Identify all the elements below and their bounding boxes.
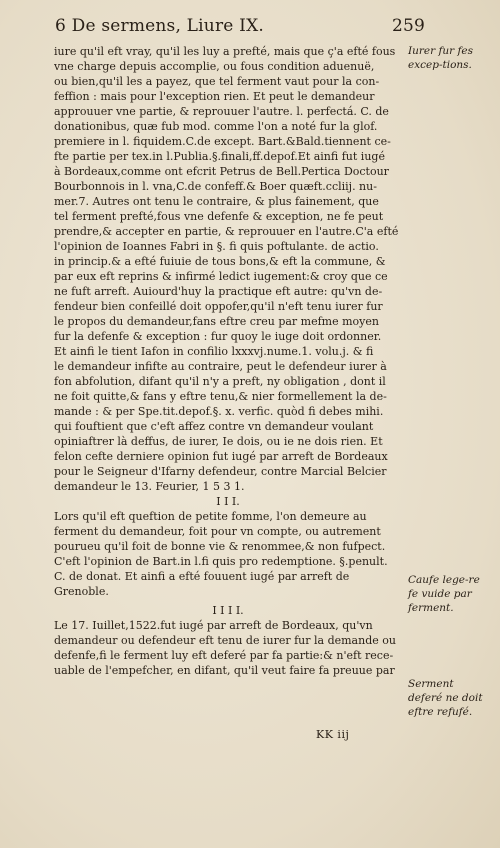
text-line: fte partie per tex.in l.Publia.§.finali,ff.depof.Et ainfi fut iugé: [54, 150, 385, 163]
text-line: Bourbonnois in l. vna,C.de confeff.& Boer quæft.ccliij. nu-: [54, 180, 377, 193]
section-heading-4: I I I I.: [212, 604, 244, 617]
text-line: donationibus, quæ fub mod. comme l'on a noté fur la glof.: [54, 120, 378, 133]
text-line: vne charge depuis accomplie, ou fous condition aduenuë,: [54, 60, 375, 73]
section-heading-3: I I I.: [216, 495, 240, 508]
paragraph-continued: [54, 44, 402, 494]
text-line: ou bien,qu'il les a payez, que tel ferment vaut pour la con-: [54, 75, 380, 88]
text-line: prendre,& accepter en partie, & reprouuer en l'autre.C'a efté: [54, 225, 399, 238]
margin-note-3: Serment deferé ne doit eftre refufé.: [408, 678, 483, 718]
text-line: fur la defenfe & exception : fur quoy le iuge doit ordonner.: [54, 330, 382, 343]
text-line: in princip.& a efté fuiuie de tous bons,& eft la commune, &: [54, 255, 386, 268]
text-line: fon abfolution, difant qu'il n'y a preft, ny obligation , dont il: [54, 375, 386, 388]
text-line: ne foit quitte,& fans y eftre tenu,& nier formellement la de-: [54, 390, 387, 403]
text-line: fendeur bien confeillé doit oppofer,qu'il n'eft tenu iurer fur: [54, 300, 383, 313]
text-line: pour le Seigneur d'Ifarny defendeur, contre Marcial Belcier: [54, 465, 387, 478]
text-line: opiniaftrer là deffus, de iurer, Ie dois, ou ie ne dois rien. Et: [54, 435, 383, 448]
text-line: à Bordeaux,comme ont efcrit Petrus de Bell.Pertica Doctour: [54, 165, 389, 178]
text-line: C. de donat. Et ainfi a efté fouuent iugé par arreft de: [54, 570, 350, 583]
text-line: uable de l'empefcher, en difant, qu'il veut faire fa preuue par: [54, 664, 395, 677]
text-line: demandeur ou defendeur eft tenu de iurer fur la demande ou: [54, 634, 396, 647]
text-line: felon cefte derniere opinion fut iugé par arreft de Bordeaux: [54, 450, 388, 463]
text-line: feffion : mais pour l'exception rien. Et peut le demandeur: [54, 90, 375, 103]
text-line: demandeur le 13. Feurier, 1 5 3 1.: [54, 480, 245, 493]
margin-note-2: Caufe lege-re fe vuide par ferment.: [408, 574, 480, 614]
text-line: Lors qu'il eft queftion de petite fomme, l'on demeure au: [54, 510, 367, 523]
text-line: l'opinion de Ioannes Fabri in §. fi quis poftulante. de actio.: [54, 240, 379, 253]
text-line: C'eft l'opinion de Bart.in l.fi quis pro redemptione. §.penult.: [54, 555, 388, 568]
text-line: defenfe,fi le ferment luy eft deferé par fa partie:& n'eft rece-: [54, 649, 394, 662]
text-line: le propos du demandeur,fans eftre creu par mefme moyen: [54, 315, 379, 328]
main-text: [54, 44, 402, 678]
text-line: premiere in l. fiquidem.C.de except. Bart.&Bald.tiennent ce-: [54, 135, 391, 148]
text-line: par eux eft reprins & infirmé ledict iugement:& croy que ce: [54, 270, 388, 283]
text-line: iure qu'il eft vray, qu'il les luy a prefté, mais que ç'a efté fous: [54, 45, 396, 58]
text-line: ferment du demandeur, foit pour vn compte, ou autrement: [54, 525, 381, 538]
text-line: tel ferment prefté,fous vne defenfe & exception, ne fe peut: [54, 210, 384, 223]
margin-note-1: Iurer fur fes excep-tions.: [408, 45, 473, 71]
text-line: qui fouftient que c'eft affez contre vn demandeur voulant: [54, 420, 374, 433]
running-header: [55, 16, 425, 40]
header-title: 6 De sermens, Liure IX.: [55, 16, 264, 36]
text-line: Grenoble.: [54, 585, 109, 598]
paragraph-section-4: [54, 618, 402, 678]
paragraph-section-3: [54, 509, 402, 599]
text-line: pourueu qu'il foit de bonne vie & renommee,& non fufpect.: [54, 540, 386, 553]
text-line: mer.7. Autres ont tenu le contraire, & plus fainement, que: [54, 195, 379, 208]
text-line: Le 17. Iuillet,1522.fut iugé par arreft de Bordeaux, qu'vn: [54, 619, 373, 632]
text-line: Et ainfi le tient Iafon in confilio lxxxvj.nume.1. volu.j. & fi: [54, 345, 374, 358]
text-line: approuuer vne partie, & reprouuer l'autre. l. perfectá. C. de: [54, 105, 389, 118]
signature-mark: KK iij: [316, 728, 350, 741]
text-line: le demandeur infifte au contraire, peut le defendeur iurer à: [54, 360, 387, 373]
text-line: mande : & per Spe.tit.depof.§. x. verfic. quòd fi debes mihi.: [54, 405, 384, 418]
page-number: 259: [391, 16, 425, 36]
text-line: ne fuft arreft. Auiourd'huy la practique eft autre: qu'vn de-: [54, 285, 383, 298]
